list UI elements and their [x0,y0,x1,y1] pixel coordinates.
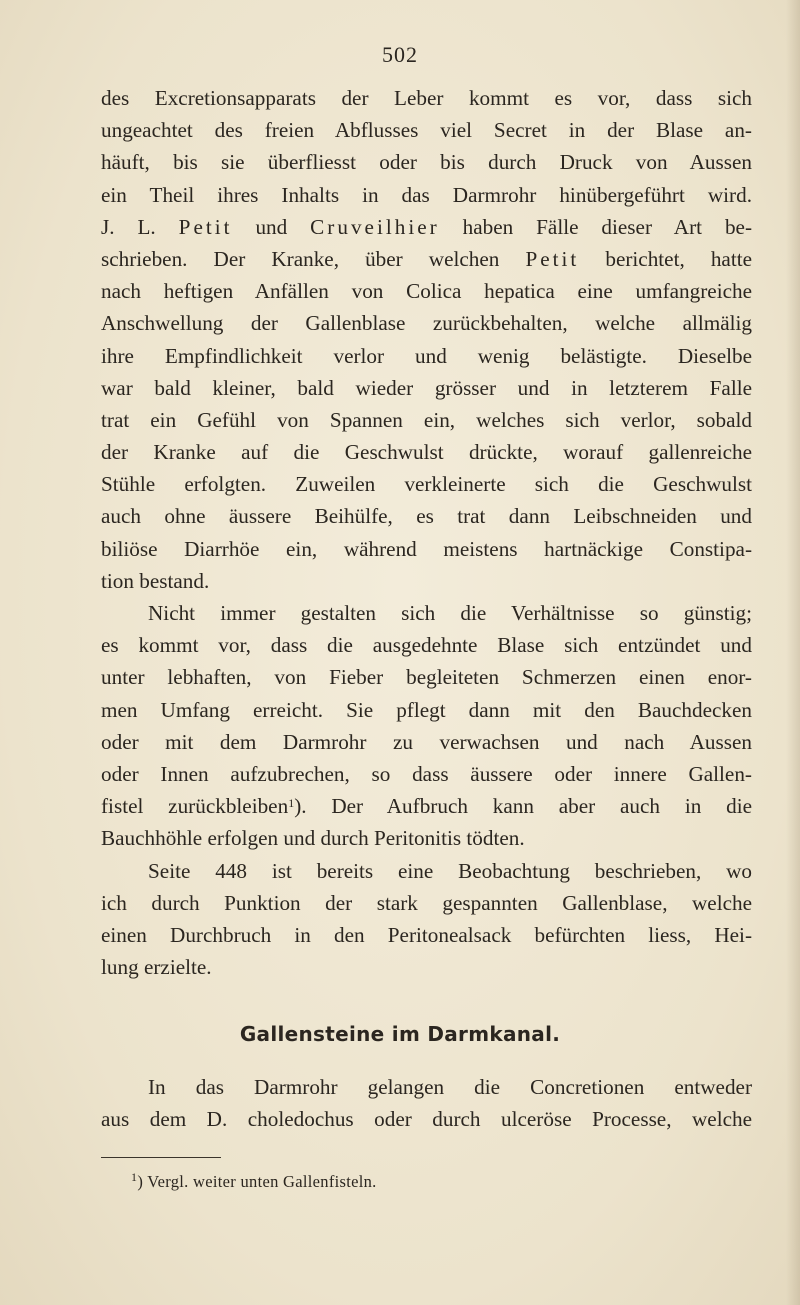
text-line: Bauchhöhle erfolgen und durch Peritonitis tödten. [101,826,525,851]
footnote-divider [101,1157,221,1158]
text-fragment: schrieben. Der Kranke, über welchen [101,246,526,271]
text-line: men Umfang erreicht. Sie pflegt dann mit den Bauchdecken [101,697,752,722]
text-line: biliöse Diarrhöe ein, während meistens hartnäckige Constipa- [101,536,752,561]
author-name-cruveilhier: Cruveilhier [310,214,440,239]
text-fragment: haben Fälle dieser Art be- [439,214,752,239]
page-edge-shadow [786,0,800,1305]
text-line: aus dem D. choledochus oder durch ulceröse Processe, welche [101,1107,752,1132]
section-heading: Gallensteine im Darmkanal. [239,1022,561,1046]
text-line [101,243,752,275]
text-line: Stühle erfolgten. Zuweilen verkleinerte sich die Geschwulst [101,472,752,497]
text-line: tion bestand. [101,568,210,593]
text-line: unter lebhaften, von Fieber begleiteten Schmerzen einen enor- [101,665,752,690]
text-line: lung erzielte. [101,955,212,980]
footnote-mark: 1 [131,1170,138,1184]
text-line: der Kranke auf die Geschwulst drückte, worauf gallenreiche [101,440,752,465]
text-line: ihre Empfindlichkeit verlor und wenig belästigte. Dieselbe [101,343,752,368]
text-line: In das Darmrohr gelangen die Concretionen entweder [148,1075,752,1099]
text-line: ich durch Punktion der stark gespannten Gallenblase, welche [101,890,752,915]
text-fragment: und [232,214,311,239]
author-name-petit: Petit [525,246,580,271]
text-fragment: berichtet, hatte [579,246,752,271]
text-line: auch ohne äussere Beihülfe, es trat dann Leibschneiden und [101,504,752,529]
text-line: ungeachtet des freien Abflusses viel Secret in der Blase an- [101,118,752,143]
text-line [101,211,752,243]
text-line: oder Innen aufzubrechen, so dass äussere oder innere Gallen- [101,761,752,786]
text-line: Nicht immer gestalten sich die Verhältnisse so günstig; [148,601,752,625]
text-line: einen Durchbruch in den Peritonealsack befürchten liess, Hei- [101,922,752,947]
text-line: häuft, bis sie überfliesst oder bis durch Druck von Aussen [101,150,752,175]
text-line: war bald kleiner, bald wieder grösser und in letzterem Falle [101,375,752,400]
text-line: Anschwellung der Gallenblase zurückbehalten, welche allmälig [101,311,752,336]
text-line: nach heftigen Anfällen von Colica hepatica eine umfangreiche [101,279,752,304]
footnote [131,1172,377,1192]
text-line: ein Theil ihres Inhalts in das Darmrohr hinübergeführt wird. [101,182,752,207]
text-fragment: J. L. [101,214,179,239]
author-name-petit: Petit [178,214,233,239]
text-line: des Excretionsapparats der Leber kommt es vor, dass sich [101,86,752,110]
page-number: 502 [382,42,418,67]
text-line: oder mit dem Darmrohr zu verwachsen und nach Aussen [101,729,752,754]
footnote-text: ) Vergl. weiter unten Gallenfisteln. [137,1172,377,1191]
text-line: es kommt vor, dass die ausgedehnte Blase sich entzündet und [101,633,752,658]
footnote-reference: 1 [288,796,295,811]
text-line [101,790,752,822]
text-line: trat ein Gefühl von Spannen ein, welches sich verlor, sobald [101,407,752,432]
section-text [101,1071,752,1135]
text-line: Seite 448 ist bereits eine Beobachtung beschrieben, wo [148,858,752,883]
text-fragment: fistel zurückbleiben [101,794,289,819]
main-text [101,82,752,983]
text-fragment: ). Der Aufbruch kann aber auch in die [294,794,752,819]
